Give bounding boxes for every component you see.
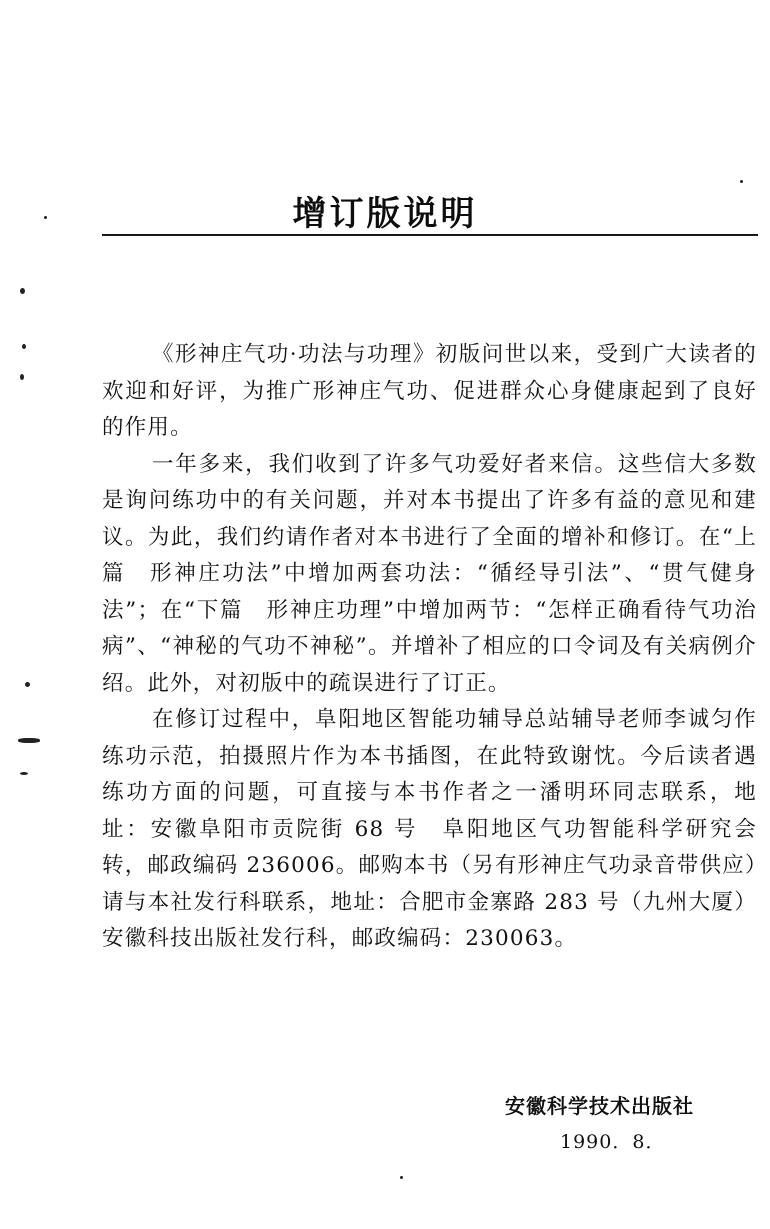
scan-speck — [20, 374, 24, 380]
scan-speck — [740, 180, 743, 183]
paragraph-acknowledgement: 在修订过程中，阜阳地区智能功辅导总站辅导老师李诚匀作练功示范，拍摄照片作为本书插图，在此特致谢忱。今后读者遇练功方面的问题，可直接与本书作者之一潘明环同志联系，地址：安徽阜阳市贡院街 68 号 阜阳地区气功智能科学研究会转，邮政编码 236006。邮购本书（另有形神庄气功录音带供应）请与本社发行科联系，地址：合肥市金寨路 283 号（九州大厦）安徽科技出版社发行科，邮政编码：230063。 — [102, 707, 757, 951]
page-title: 增订版说明 — [292, 194, 478, 234]
publication-date: 1990．8． — [560, 1131, 666, 1153]
body-text — [102, 337, 757, 958]
scan-speck — [25, 682, 30, 687]
publisher-name: 安徽科学技术出版社 — [505, 1094, 694, 1118]
scan-speck — [20, 772, 28, 775]
scan-speck — [44, 216, 47, 219]
scan-speck — [20, 288, 25, 294]
title-underline — [102, 234, 758, 236]
scan-speck — [18, 738, 40, 743]
scan-speck — [400, 1176, 403, 1179]
paragraph-intro: 《形神庄气功·功法与功理》初版问世以来，受到广大读者的欢迎和好评，为推广形神庄气功、促进群众心身健康起到了良好的作用。 — [102, 342, 757, 440]
scan-speck — [22, 344, 26, 349]
paragraph-revisions: 一年多来，我们收到了许多气功爱好者来信。这些信大多数是询问练功中的有关问题，并对本书提出了许多有益的意见和建议。为此，我们约请作者对本书进行了全面的增补和修订。在“上篇 形神庄功法”中增加两套功法：“循经导引法”、“贯气健身法”；在“下篇 形神庄功理”中增加两节：“怎样正确看待气功治病”、“神秘的气功不神秘”。并增补了相应的口令词及有关病例介绍。此外，对初版中的疏误进行了订正。 — [102, 451, 757, 696]
